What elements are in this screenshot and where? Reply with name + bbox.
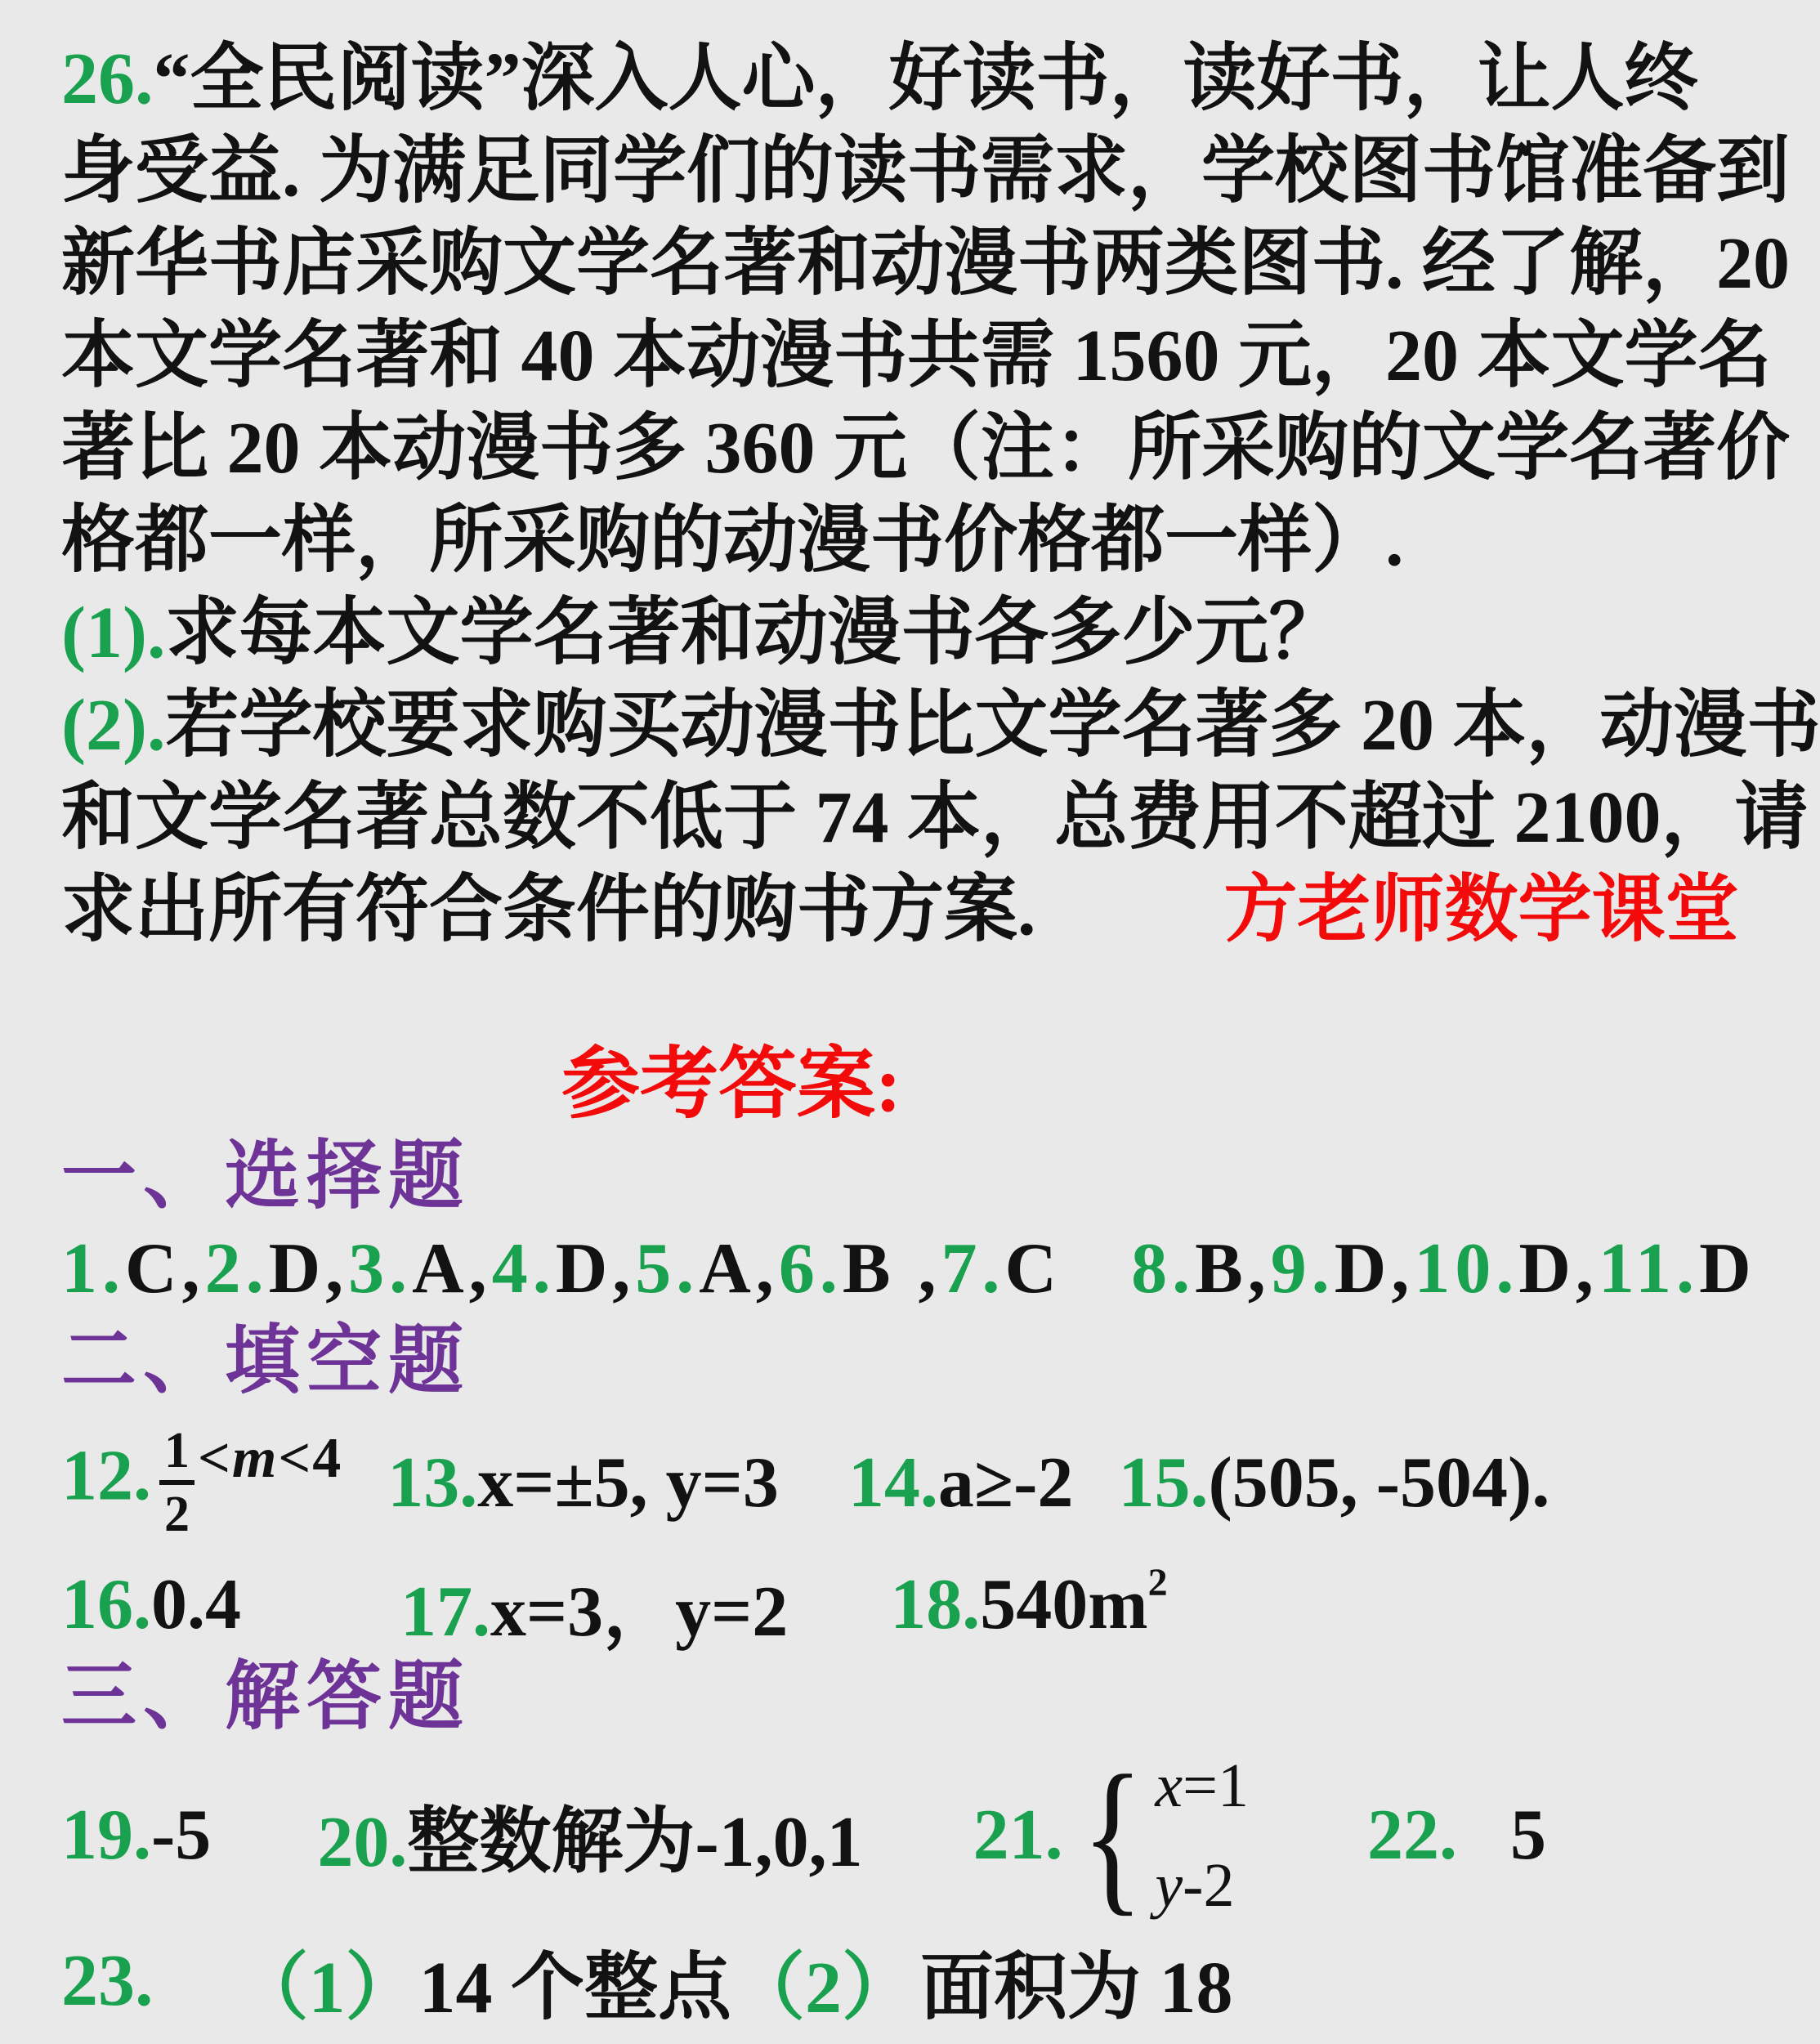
less-than-four: <4 bbox=[278, 1426, 343, 1490]
answer-5-value: A, bbox=[699, 1229, 779, 1308]
problem-text: 若学校要求购买动漫书比文学名著多 20 本，动漫书 bbox=[165, 685, 1820, 766]
equation-bottom bbox=[1155, 1850, 1249, 1920]
problem-line-10 bbox=[61, 864, 1795, 956]
answer-13 bbox=[387, 1442, 779, 1524]
answer-6-value: B , bbox=[842, 1229, 941, 1308]
answer-5-number: 5. bbox=[635, 1229, 700, 1308]
answer-23-number: 23. bbox=[61, 1939, 154, 2021]
answer-22 bbox=[1367, 1794, 1546, 1876]
equation-top-rest: =1 bbox=[1183, 1751, 1250, 1820]
problem-line-7 bbox=[61, 587, 1795, 679]
equation-system bbox=[1155, 1751, 1250, 1920]
problem-text: “全民阅读”深入人心，好读书，读好书，让人终 bbox=[153, 38, 1698, 119]
section-choice-heading: 一、选择题 bbox=[61, 1134, 471, 1218]
problem-text: 新华书店采购文学名著和动漫书两类图书. 经了解，20 bbox=[61, 223, 1790, 304]
problem-text: 求每本文学名著和动漫书各多少元？ bbox=[165, 593, 1343, 673]
problem-text: 著比 20 本动漫书多 360 元（注：所采购的文学名著价 bbox=[61, 408, 1790, 489]
problem-text: 格都一样，所采购的动漫书价格都一样）. bbox=[61, 500, 1404, 581]
section-fill-heading: 二、填空题 bbox=[61, 1319, 471, 1402]
answer-19 bbox=[61, 1794, 211, 1876]
variable-x: x bbox=[1155, 1751, 1183, 1820]
answer-10-value: D, bbox=[1518, 1229, 1599, 1308]
answer-9-number: 9. bbox=[1270, 1229, 1335, 1308]
answer-3-number: 3. bbox=[348, 1229, 413, 1308]
watermark-teacher-fang: 方老师数学课堂 bbox=[1223, 870, 1739, 950]
inequality-m bbox=[198, 1427, 342, 1490]
subquestion-2-number: (2). bbox=[61, 685, 166, 766]
answer-16 bbox=[61, 1563, 241, 1646]
problem-line-3 bbox=[61, 217, 1795, 310]
problem-text: 身受益. 为满足同学们的读书需求，学校图书馆准备到 bbox=[61, 131, 1790, 212]
problem-line-5 bbox=[61, 402, 1795, 494]
problem-text: 和文学名著总数不低于 74 本，总费用不超过 2100，请 bbox=[61, 777, 1809, 858]
answer-2-number: 2. bbox=[204, 1229, 269, 1308]
variable-y: y bbox=[1155, 1850, 1183, 1920]
answer-6-number: 6. bbox=[778, 1229, 843, 1308]
answer-20 bbox=[317, 1784, 862, 1887]
answer-13-value: x=±5, y=3 bbox=[477, 1443, 779, 1523]
problem-line-6 bbox=[61, 494, 1795, 587]
answer-23-line bbox=[61, 1927, 1795, 2033]
answer-7-number: 7. bbox=[941, 1229, 1005, 1308]
fraction-numerator: 1 bbox=[164, 1423, 190, 1479]
answer-13-number: 13. bbox=[387, 1443, 478, 1523]
answer-4-value: D, bbox=[555, 1229, 636, 1308]
answer-17 bbox=[400, 1554, 788, 1657]
equation-bottom-rest: -2 bbox=[1183, 1850, 1235, 1920]
answer-18 bbox=[890, 1563, 1167, 1646]
answer-9-value: D, bbox=[1334, 1229, 1415, 1308]
answer-2-value: D, bbox=[268, 1229, 349, 1308]
squared-exponent: 2 bbox=[1147, 1561, 1168, 1604]
problem-text: 本文学名著和 40 本动漫书共需 1560 元，20 本文学名 bbox=[61, 315, 1772, 396]
answer-19-value: -5 bbox=[151, 1796, 212, 1875]
answer-14-value: a≥-2 bbox=[937, 1443, 1074, 1523]
answer-12 bbox=[61, 1423, 342, 1543]
problem-line-4 bbox=[61, 310, 1795, 402]
answer-3-value: A, bbox=[412, 1229, 492, 1308]
fraction-one-half bbox=[159, 1423, 195, 1543]
less-than-sign: < bbox=[198, 1426, 232, 1490]
answer-23-part1-label: （1） bbox=[235, 1948, 419, 2028]
answer-21 bbox=[973, 1740, 1250, 1930]
answer-17-number: 17. bbox=[400, 1572, 490, 1652]
answer-23-part1-value: 14 个整点 bbox=[418, 1948, 731, 2028]
answer-1-number: 1. bbox=[61, 1229, 125, 1308]
fraction-denominator: 2 bbox=[159, 1480, 195, 1543]
answer-12-number: 12. bbox=[61, 1436, 151, 1516]
section-solve-heading: 三、解答题 bbox=[61, 1655, 471, 1738]
answer-10-number: 10. bbox=[1414, 1229, 1519, 1308]
answers-title-row bbox=[61, 1038, 1795, 1130]
answer-18-number: 18. bbox=[890, 1565, 981, 1644]
answer-15 bbox=[1118, 1442, 1549, 1524]
problem-text: 求出所有符合条件的购书方案. bbox=[61, 870, 1036, 950]
choice-answers-line bbox=[61, 1223, 1795, 1315]
equation-top bbox=[1155, 1751, 1250, 1820]
answer-19-number: 19. bbox=[61, 1796, 151, 1875]
answer-8-value: B, bbox=[1195, 1229, 1271, 1308]
answer-20-value: 整数解为-1,0,1 bbox=[407, 1802, 863, 1882]
answer-4-number: 4. bbox=[491, 1229, 556, 1308]
answer-14-number: 14. bbox=[847, 1443, 938, 1523]
answer-14 bbox=[848, 1442, 1074, 1524]
answer-23-part2-value: 面积为 18 bbox=[920, 1948, 1233, 2028]
answer-17-value: x=3，y=2 bbox=[490, 1572, 789, 1652]
problem-line-1 bbox=[61, 33, 1795, 125]
answers-title: 参考答案: bbox=[561, 1040, 901, 1128]
answer-20-number: 20. bbox=[317, 1802, 408, 1882]
problem-number: 26. bbox=[61, 38, 154, 119]
problem-line-9 bbox=[61, 772, 1809, 864]
problem-line-2 bbox=[61, 125, 1795, 217]
answer-8-number: 8. bbox=[1131, 1229, 1196, 1308]
solve-answers-line bbox=[61, 1740, 1795, 1930]
answer-15-number: 15. bbox=[1118, 1443, 1209, 1523]
answer-7-value: C bbox=[1004, 1229, 1062, 1308]
fill-answers-line-1 bbox=[61, 1407, 1795, 1559]
answer-21-number: 21. bbox=[973, 1796, 1063, 1875]
answer-1-value: C, bbox=[125, 1229, 205, 1308]
answer-15-value: (505, -504). bbox=[1208, 1443, 1550, 1523]
problem-line-8 bbox=[61, 679, 1820, 772]
answer-11-number: 11. bbox=[1598, 1229, 1700, 1308]
answer-16-number: 16. bbox=[61, 1565, 151, 1644]
answer-22-value: 5 bbox=[1510, 1796, 1547, 1875]
answer-23-part2-label: （2） bbox=[731, 1948, 915, 2028]
system-brace: { bbox=[1081, 1740, 1143, 1930]
answer-18-value: 540m bbox=[980, 1565, 1148, 1644]
fill-answers-line-2 bbox=[61, 1559, 1795, 1651]
subquestion-1-number: (1). bbox=[61, 593, 166, 673]
answer-16-value: 0.4 bbox=[151, 1565, 241, 1644]
variable-m: m bbox=[231, 1426, 279, 1490]
answer-11-value: D bbox=[1699, 1229, 1756, 1308]
answer-22-number: 22. bbox=[1367, 1796, 1458, 1875]
